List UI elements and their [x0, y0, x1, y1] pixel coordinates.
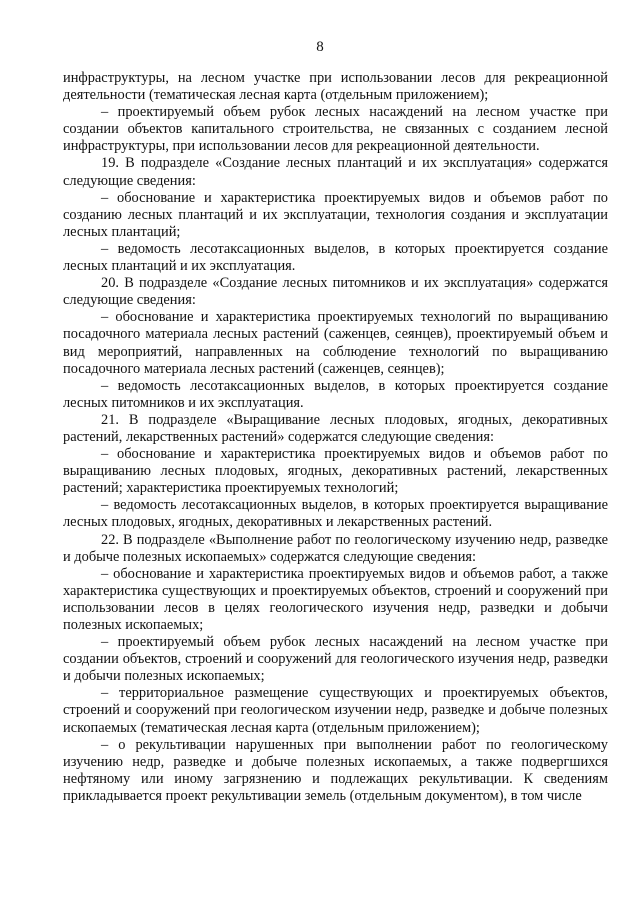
paragraph-continuation: инфраструктуры, на лесном участке при использовании лесов для рекреационной деятельности (тематическая лесная карта (отдельным приложением);: [63, 70, 608, 104]
section-19-heading: 19. В подразделе «Создание лесных плантаций и их эксплуатация» содержатся следующие сведения:: [63, 155, 608, 189]
document-body: [63, 70, 608, 805]
section-20-heading: 20. В подразделе «Создание лесных питомников и их эксплуатация» содержатся следующие сведения:: [63, 275, 608, 309]
list-item-dash: – проектируемый объем рубок лесных насаждений на лесном участке при создании объектов капитального строительства, не связанных с созданием лесной инфраструктуры, при использовании лесов для рекреационной деятельности.: [63, 104, 608, 155]
section-22-heading: 22. В подразделе «Выполнение работ по геологическому изучению недр, разведке и добыче полезных ископаемых» содержатся следующие сведения:: [63, 531, 608, 565]
list-item-dash: – обоснование и характеристика проектируемых видов и объемов работ, а также характеристика существующих и проектируемых объектов, строений и сооружений при использовании лесов в целях геологического изучения недр, разведки и добычи полезных ископаемых;: [63, 565, 608, 633]
list-item-dash: – обоснование и характеристика проектируемых видов и объемов работ по созданию лесных плантаций и их эксплуатации, технология создания и эксплуатации лесных плантаций;: [63, 189, 608, 240]
list-item-dash: – обоснование и характеристика проектируемых видов и объемов работ по выращиванию лесных плодовых, ягодных, декоративных растений, лекарственных растений; характеристика проектируемых технологий;: [63, 446, 608, 497]
list-item-dash: – обоснование и характеристика проектируемых технологий по выращиванию посадочного материала лесных растений (саженцев, сеянцев), проектируемый объем и вид мероприятий, направленных на соблюдение технологий по выращиванию посадочного материала лесных растений (саженцев, сеянцев);: [63, 309, 608, 377]
list-item-dash: – ведомость лесотаксационных выделов, в которых проектируется создание лесных плантаций и их эксплуатация.: [63, 240, 608, 275]
section-21-heading: 21. В подразделе «Выращивание лесных плодовых, ягодных, декоративных растений, лекарственных растений» содержатся следующие сведения:: [63, 411, 608, 445]
page-number: 8: [316, 39, 324, 55]
list-item-dash: – территориальное размещение существующих и проектируемых объектов, строений и сооружений при геологическом изучении недр, разведке и добыче полезных ископаемых (тематическая лесная карта (отдельным приложением);: [63, 685, 608, 736]
list-item-dash: – ведомость лесотаксационных выделов, в которых проектируется выращивание лесных плодовых, ягодных, декоративных и лекарственных растений.: [63, 497, 608, 531]
list-item-dash: – проектируемый объем рубок лесных насаждений на лесном участке при создании объектов, строений и сооружений для геологического изучения недр, разведки и добычи полезных ископаемых;: [63, 634, 608, 685]
list-item-dash: – ведомость лесотаксационных выделов, в которых проектируется создание лесных питомников и их эксплуатация.: [63, 377, 608, 411]
list-item-dash: – о рекультивации нарушенных при выполнении работ по геологическому изучению недр, разведке и добыче полезных ископаемых, а также подвергшихся нефтяному или иному загрязнению и подлежащих рекультивации. К сведениям прикладывается проект рекультивации земель (отдельным документом), в том числе: [63, 736, 608, 804]
